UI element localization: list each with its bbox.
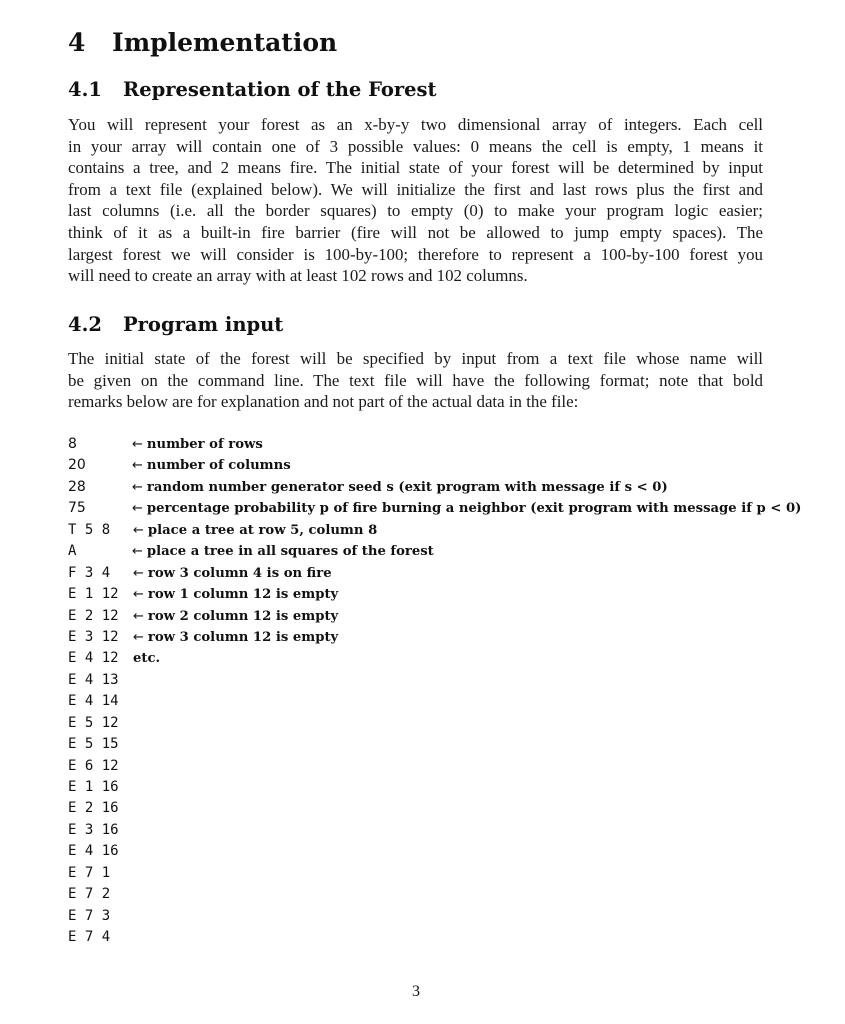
left-arrow-icon: ←: [133, 565, 144, 581]
input-file-code: E 4 14: [68, 693, 119, 710]
program-input-paragraph: [68, 348, 763, 413]
left-arrow-icon: ←: [132, 501, 143, 517]
left-arrow-icon: ←: [132, 544, 143, 560]
input-file-code: E 4 16: [68, 843, 119, 860]
input-file-code: E 7 4: [68, 929, 111, 946]
input-file-code: E 3 16: [68, 821, 119, 838]
paragraph-line: The initial state of the forest will be specified by input from a text file whose name will: [68, 349, 763, 368]
left-arrow-icon: ←: [132, 437, 143, 452]
input-file-remark: [132, 541, 434, 562]
input-file-code: E 3 12: [68, 628, 119, 645]
paragraph-line: think of it as a built-in fire barrier (fire will not be allowed to jump empty spaces). The: [68, 222, 763, 242]
input-file-code: F 3 4: [68, 564, 111, 581]
input-file-remark: [133, 520, 377, 541]
remark-text: row 3 column 12 is empty: [147, 629, 339, 645]
remark-text: random number generator seed s (exit program with message if s < 0): [146, 479, 668, 495]
forest-representation-paragraph: [68, 114, 763, 287]
subsection-number: 4.2: [68, 313, 102, 336]
subsection-heading-4-2: [68, 313, 283, 336]
paragraph-line: remarks below are for explanation and not part of the actual data in the file:: [68, 392, 579, 412]
input-file-remark: [132, 498, 801, 519]
input-file-remark: [132, 455, 291, 476]
input-file-code: E 7 3: [68, 907, 111, 924]
section-heading: [68, 28, 337, 57]
input-file-code: E 4 13: [68, 671, 119, 688]
paragraph-line: You will represent your forest as an x-by-y two dimensional array of integers. Each cell: [68, 115, 763, 134]
paragraph-line: will need to create an array with at least 102 rows and 102 columns.: [68, 266, 528, 286]
paragraph-line: be given on the command line. The text file will have the following format; note that bold: [68, 370, 763, 390]
section-title: Implementation: [112, 28, 338, 57]
subsection-heading-4-1: [68, 78, 437, 101]
remark-text: row 1 column 12 is empty: [147, 587, 339, 603]
input-file-code: E 5 12: [68, 714, 119, 731]
input-file-code: E 7 1: [68, 864, 111, 881]
paragraph-line: in your array will contain one of 3 possible values: 0 means the cell is empty, 1 means it: [68, 136, 763, 156]
section-number: 4: [68, 28, 86, 57]
remark-text: row 3 column 4 is on fire: [147, 565, 332, 581]
left-arrow-icon: ←: [133, 522, 144, 538]
input-file-code: E 6 12: [68, 757, 119, 774]
input-file-code: E 2 12: [68, 607, 119, 624]
subsection-title: Program input: [123, 313, 284, 336]
input-file-remark: [133, 627, 338, 648]
remark-text: etc.: [133, 651, 161, 667]
input-file-code: E 4 12: [68, 650, 119, 667]
left-arrow-icon: ←: [133, 608, 144, 624]
input-file-remark: [132, 434, 263, 455]
input-file-code: A: [68, 543, 77, 560]
input-file-code: T 5 8: [68, 521, 111, 538]
remark-text: number of rows: [146, 437, 263, 452]
input-file-code: 8: [68, 436, 77, 452]
paragraph-line: from a text file (explained below). We will initialize the first and last rows plus the first and: [68, 179, 763, 199]
input-file-code: 75: [68, 500, 86, 517]
subsection-title: Representation of the Forest: [123, 78, 437, 101]
subsection-number: 4.1: [68, 78, 102, 101]
left-arrow-icon: ←: [133, 629, 144, 645]
left-arrow-icon: ←: [132, 458, 143, 474]
input-file-code: E 7 2: [68, 886, 111, 903]
remark-text: place a tree in all squares of the forest: [146, 544, 434, 560]
remark-text: place a tree at row 5, column 8: [147, 522, 378, 538]
paragraph-line: contains a tree, and 2 means fire. The initial state of your forest will be determined by input: [68, 158, 763, 178]
page-number: 3: [412, 983, 420, 1000]
paragraph-line: largest forest we will consider is 100-by-100; therefore to represent a 100-by-100 forest you: [68, 244, 763, 264]
input-file-code: 28: [68, 478, 86, 495]
left-arrow-icon: ←: [132, 479, 143, 495]
input-file-code: E 1 16: [68, 779, 119, 795]
input-file-remark: [133, 563, 332, 584]
paragraph-line: last columns (i.e. all the border squares) to empty (0) to make your program logic easier;: [68, 201, 763, 221]
remark-text: row 2 column 12 is empty: [147, 608, 339, 624]
remark-text: number of columns: [146, 458, 291, 474]
input-file-code: E 1 12: [68, 586, 119, 603]
input-file-remark: [132, 477, 668, 498]
remark-text: percentage probability p of fire burning a neighbor (exit program with message if p < 0): [146, 501, 802, 517]
left-arrow-icon: ←: [133, 587, 144, 603]
input-file-remark: [133, 606, 338, 627]
input-file-code: E 5 15: [68, 736, 119, 753]
input-file-code: E 2 16: [68, 800, 119, 817]
input-file-remark: [133, 648, 160, 669]
input-file-code: 20: [68, 457, 86, 474]
input-file-remark: [133, 584, 338, 605]
